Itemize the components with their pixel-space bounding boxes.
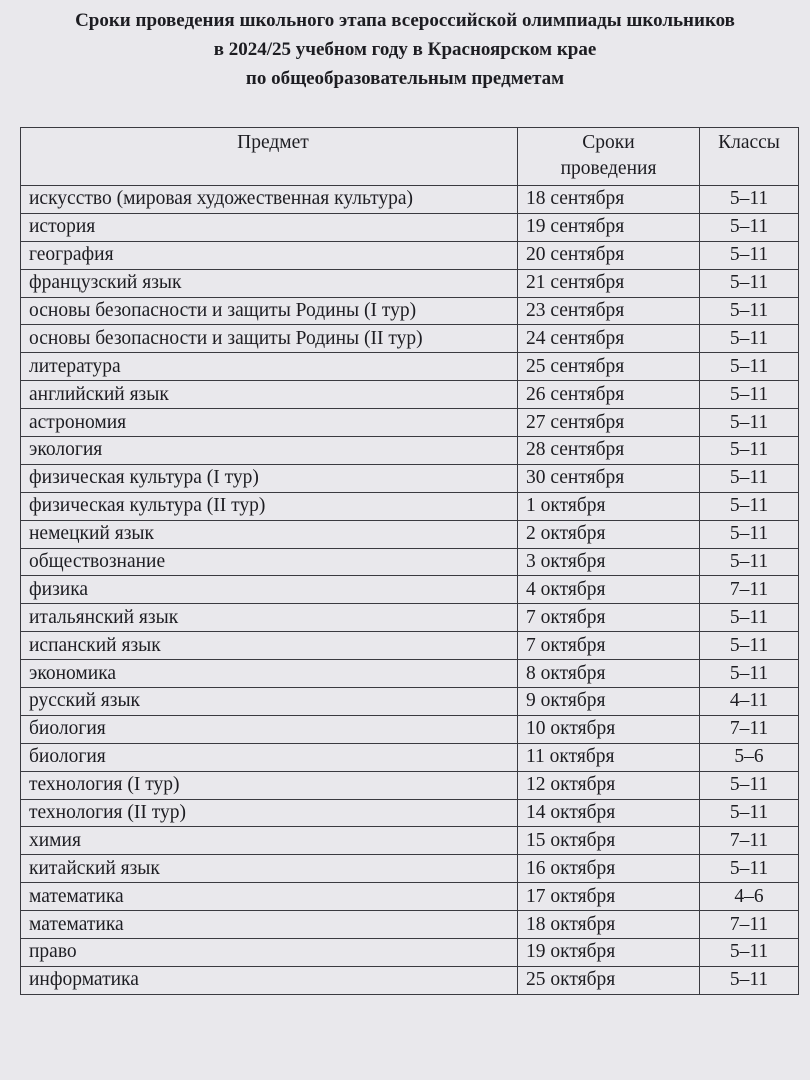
- table-row: [21, 492, 799, 520]
- cell-subject: биология: [21, 743, 518, 771]
- cell-subject: китайский язык: [21, 855, 518, 883]
- table-row: [21, 325, 799, 353]
- cell-classes: 7–11: [700, 827, 799, 855]
- cell-subject: экология: [21, 437, 518, 465]
- table-row: [21, 771, 799, 799]
- cell-subject: основы безопасности и защиты Родины (II тур): [21, 325, 518, 353]
- cell-date: 7 октября: [518, 632, 700, 660]
- table-header-row: [21, 128, 799, 186]
- cell-date: 14 октября: [518, 799, 700, 827]
- table-row: [21, 186, 799, 214]
- cell-date: 18 сентября: [518, 186, 700, 214]
- cell-subject: обществознание: [21, 548, 518, 576]
- cell-classes: 5–11: [700, 353, 799, 381]
- cell-subject: информатика: [21, 966, 518, 994]
- cell-date: 1 октября: [518, 492, 700, 520]
- cell-classes: 5–6: [700, 743, 799, 771]
- title-line-2: в 2024/25 учебном году в Красноярском крае: [213, 39, 597, 60]
- cell-date: 7 октября: [518, 604, 700, 632]
- table-row: [21, 464, 799, 492]
- cell-subject: русский язык: [21, 688, 518, 716]
- cell-subject: математика: [21, 911, 518, 939]
- cell-date: 12 октября: [518, 771, 700, 799]
- cell-date: 18 октября: [518, 911, 700, 939]
- cell-classes: 5–11: [700, 297, 799, 325]
- document-title: [0, 6, 810, 93]
- cell-date: 28 сентября: [518, 437, 700, 465]
- table-row: [21, 241, 799, 269]
- cell-classes: 5–11: [700, 632, 799, 660]
- cell-classes: 5–11: [700, 520, 799, 548]
- cell-date: 2 октября: [518, 520, 700, 548]
- cell-date: 9 октября: [518, 688, 700, 716]
- table-row: [21, 604, 799, 632]
- table-row: [21, 911, 799, 939]
- cell-subject: итальянский язык: [21, 604, 518, 632]
- cell-subject: астрономия: [21, 409, 518, 437]
- table-row: [21, 297, 799, 325]
- cell-subject: экономика: [21, 660, 518, 688]
- cell-date: 21 сентября: [518, 269, 700, 297]
- cell-classes: 5–11: [700, 409, 799, 437]
- table-row: [21, 353, 799, 381]
- table-row: [21, 966, 799, 994]
- table-row: [21, 799, 799, 827]
- cell-classes: 5–11: [700, 771, 799, 799]
- table-row: [21, 437, 799, 465]
- table-body: [21, 186, 799, 995]
- table-row: [21, 855, 799, 883]
- cell-subject: основы безопасности и защиты Родины (I тур): [21, 297, 518, 325]
- cell-classes: 7–11: [700, 715, 799, 743]
- cell-date: 19 октября: [518, 939, 700, 967]
- cell-date: 10 октября: [518, 715, 700, 743]
- cell-date: 26 сентября: [518, 381, 700, 409]
- cell-subject: физическая культура (II тур): [21, 492, 518, 520]
- title-line-1: Сроки проведения школьного этапа всероссийской олимпиады школьников: [75, 10, 735, 31]
- cell-date: 25 октября: [518, 966, 700, 994]
- cell-subject: искусство (мировая художественная культура): [21, 186, 518, 214]
- cell-classes: 5–11: [700, 548, 799, 576]
- cell-date: 17 октября: [518, 883, 700, 911]
- table-row: [21, 743, 799, 771]
- header-date-line-2: проведения: [560, 158, 657, 179]
- cell-subject: немецкий язык: [21, 520, 518, 548]
- table-row: [21, 381, 799, 409]
- cell-classes: 5–11: [700, 604, 799, 632]
- cell-classes: 5–11: [700, 799, 799, 827]
- cell-classes: 5–11: [700, 660, 799, 688]
- cell-date: 24 сентября: [518, 325, 700, 353]
- schedule-table: [20, 127, 799, 995]
- header-subject: Предмет: [21, 128, 518, 186]
- table-row: [21, 576, 799, 604]
- cell-classes: 5–11: [700, 325, 799, 353]
- table-row: [21, 883, 799, 911]
- cell-subject: география: [21, 241, 518, 269]
- cell-subject: физическая культура (I тур): [21, 464, 518, 492]
- table-row: [21, 548, 799, 576]
- cell-subject: английский язык: [21, 381, 518, 409]
- table-row: [21, 939, 799, 967]
- cell-subject: французский язык: [21, 269, 518, 297]
- cell-classes: 5–11: [700, 966, 799, 994]
- cell-subject: история: [21, 213, 518, 241]
- header-date: [518, 128, 700, 186]
- cell-subject: технология (I тур): [21, 771, 518, 799]
- header-classes: Классы: [700, 128, 799, 186]
- table-row: [21, 827, 799, 855]
- cell-classes: 5–11: [700, 464, 799, 492]
- cell-classes: 7–11: [700, 576, 799, 604]
- cell-date: 15 октября: [518, 827, 700, 855]
- cell-classes: 4–11: [700, 688, 799, 716]
- cell-date: 23 сентября: [518, 297, 700, 325]
- cell-date: 11 октября: [518, 743, 700, 771]
- cell-date: 3 октября: [518, 548, 700, 576]
- table-row: [21, 213, 799, 241]
- cell-classes: 5–11: [700, 855, 799, 883]
- cell-subject: литература: [21, 353, 518, 381]
- cell-classes: 5–11: [700, 381, 799, 409]
- cell-subject: математика: [21, 883, 518, 911]
- cell-subject: физика: [21, 576, 518, 604]
- cell-date: 8 октября: [518, 660, 700, 688]
- cell-classes: 5–11: [700, 269, 799, 297]
- table-row: [21, 715, 799, 743]
- cell-date: 16 октября: [518, 855, 700, 883]
- table-row: [21, 520, 799, 548]
- table-row: [21, 409, 799, 437]
- cell-date: 19 сентября: [518, 213, 700, 241]
- table-row: [21, 632, 799, 660]
- table-row: [21, 660, 799, 688]
- cell-classes: 5–11: [700, 213, 799, 241]
- cell-classes: 7–11: [700, 911, 799, 939]
- cell-classes: 5–11: [700, 939, 799, 967]
- cell-subject: испанский язык: [21, 632, 518, 660]
- cell-subject: право: [21, 939, 518, 967]
- cell-date: 30 сентября: [518, 464, 700, 492]
- table-row: [21, 269, 799, 297]
- cell-classes: 5–11: [700, 437, 799, 465]
- table-row: [21, 688, 799, 716]
- cell-subject: технология (II тур): [21, 799, 518, 827]
- header-date-line-1: Сроки: [582, 132, 635, 153]
- cell-classes: 5–11: [700, 186, 799, 214]
- cell-date: 25 сентября: [518, 353, 700, 381]
- cell-classes: 4–6: [700, 883, 799, 911]
- cell-date: 27 сентября: [518, 409, 700, 437]
- cell-classes: 5–11: [700, 492, 799, 520]
- title-line-3: по общеобразовательным предметам: [245, 68, 565, 89]
- cell-date: 4 октября: [518, 576, 700, 604]
- cell-subject: химия: [21, 827, 518, 855]
- cell-subject: биология: [21, 715, 518, 743]
- cell-classes: 5–11: [700, 241, 799, 269]
- cell-date: 20 сентября: [518, 241, 700, 269]
